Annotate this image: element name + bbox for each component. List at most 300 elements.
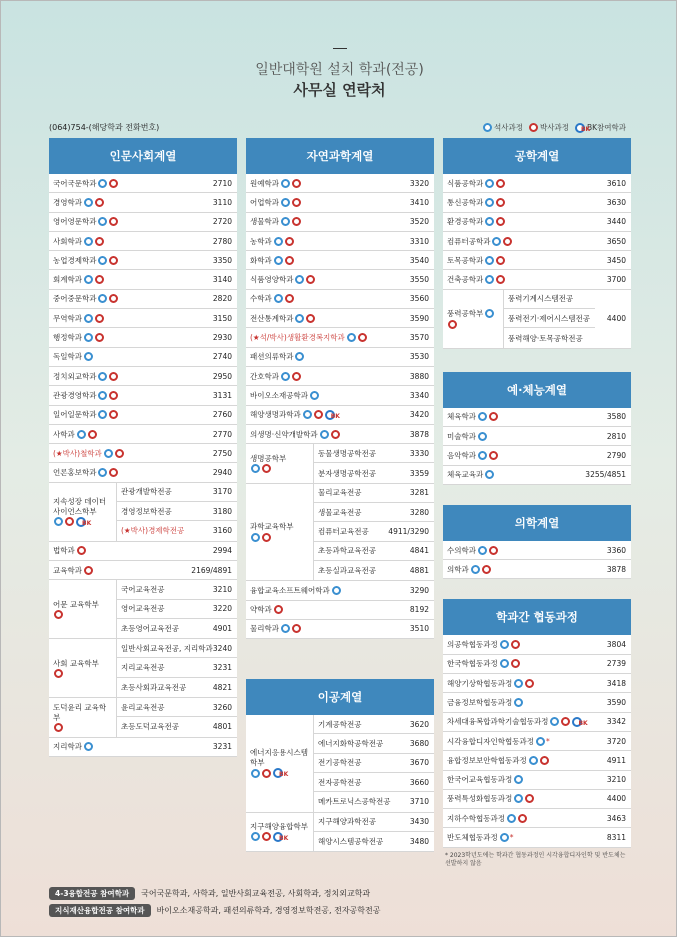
dept-phone: 3878 bbox=[606, 564, 626, 574]
dept-name: 금융정보학협동과정 bbox=[447, 697, 513, 707]
bk-icon bbox=[575, 123, 585, 133]
major-phone: 4801 bbox=[212, 722, 232, 732]
list-item bbox=[314, 561, 434, 580]
dept-phone: 3418 bbox=[606, 678, 626, 688]
section-header: 의학계열 bbox=[443, 505, 631, 541]
bk-icon bbox=[76, 517, 86, 527]
dept-name: 체육교육과 bbox=[447, 470, 484, 480]
group-label-text: 도덕윤리 교육학부 bbox=[53, 702, 107, 722]
list-item bbox=[49, 232, 237, 251]
dept-phone: 2994 bbox=[212, 546, 232, 556]
dept-name: 간호학과 bbox=[250, 371, 279, 381]
doctor-icon bbox=[511, 659, 520, 668]
group-label-text: 사회 교육학부 bbox=[53, 658, 99, 668]
doctor-icon bbox=[274, 605, 283, 614]
legend-master: 석사과정 bbox=[493, 123, 523, 132]
dept-phone: 2790 bbox=[606, 450, 626, 460]
doctor-icon bbox=[109, 410, 118, 419]
list-item bbox=[246, 309, 434, 328]
dept-phone: 3150 bbox=[212, 313, 232, 323]
major-name: 생물교육전공 bbox=[318, 507, 362, 517]
group-label bbox=[246, 484, 314, 580]
list-item bbox=[246, 367, 434, 386]
tag-43-list: 국어국문학과, 사학과, 일반사회교육전공, 사회학과, 정치외교학과 bbox=[141, 889, 371, 898]
master-icon bbox=[84, 333, 93, 342]
master-icon bbox=[251, 769, 260, 778]
group-label bbox=[49, 639, 117, 697]
master-icon bbox=[485, 309, 494, 318]
list-item bbox=[504, 309, 595, 328]
group bbox=[246, 484, 434, 581]
major-phone: 3330 bbox=[409, 448, 429, 458]
master-icon bbox=[514, 775, 523, 784]
major-phone: 3260 bbox=[212, 702, 232, 712]
dept-name: 물리학과 bbox=[250, 624, 279, 634]
major-phone: 3280 bbox=[409, 507, 429, 517]
list-item bbox=[117, 600, 237, 619]
doctor-icon bbox=[54, 723, 63, 732]
major-name: 초등과학교육전공 bbox=[318, 546, 376, 556]
major-name: 풍력전기·제어시스템전공 bbox=[507, 313, 590, 323]
master-icon bbox=[485, 470, 494, 479]
dept-name: 약학과 bbox=[250, 605, 272, 615]
dept-phone: 3570 bbox=[409, 333, 429, 343]
list-item bbox=[49, 174, 237, 193]
dept-phone: 3255/4851 bbox=[585, 470, 626, 480]
master-icon bbox=[485, 179, 494, 188]
list-item bbox=[246, 620, 434, 639]
dept-phone: 3420 bbox=[409, 410, 429, 420]
doctor-icon bbox=[496, 179, 505, 188]
major-name: 컴퓨터교육전공 bbox=[318, 526, 369, 536]
footnote: * 2023학년도에는 학과간 협동과정인 시각융합디자인학 및 반도체는 선발하지 않음 bbox=[445, 851, 626, 868]
major-name: 초등실과교육전공 bbox=[318, 566, 376, 576]
dept-phone: 2710 bbox=[212, 178, 232, 188]
dept-name: 한국어교육협동과정 bbox=[447, 775, 513, 785]
doctor-icon bbox=[115, 449, 124, 458]
list-item bbox=[314, 503, 434, 522]
group bbox=[49, 698, 237, 738]
doctor-icon bbox=[65, 517, 74, 526]
major-phone: 3281 bbox=[409, 488, 429, 498]
dept-name: 교육학과 bbox=[53, 565, 82, 575]
list-item bbox=[314, 773, 434, 792]
list-item bbox=[117, 698, 237, 717]
dept-name: 시각융합디자인학협동과정 bbox=[447, 736, 534, 746]
list-item bbox=[246, 251, 434, 270]
master-icon bbox=[77, 430, 86, 439]
dept-phone: 3510 bbox=[409, 624, 429, 634]
dept-name: 농업경제학과 bbox=[53, 255, 97, 265]
list-item bbox=[246, 406, 434, 425]
doctor-icon bbox=[95, 198, 104, 207]
tag-43-convergence: 4-3융합전공 참여학과 bbox=[49, 887, 135, 900]
legend bbox=[482, 122, 626, 133]
dept-name: 관광경영학과 bbox=[53, 390, 97, 400]
dept-name: 반도체협동과정 bbox=[447, 833, 498, 843]
master-icon bbox=[485, 198, 494, 207]
group-label bbox=[49, 483, 117, 541]
master-icon bbox=[500, 640, 509, 649]
dept-name: 환경공학과 bbox=[447, 217, 484, 227]
dept-name: 독일학과 bbox=[53, 352, 82, 362]
major-name: 일반사회교육전공, 지리학과 bbox=[121, 643, 213, 653]
doctor-icon bbox=[496, 198, 505, 207]
list-item bbox=[314, 754, 434, 773]
dept-phone: 3310 bbox=[409, 236, 429, 246]
group-label-text: 에너지응용시스템학부 bbox=[250, 748, 308, 768]
master-icon bbox=[483, 123, 492, 132]
title-divider bbox=[333, 48, 347, 49]
bottom-line-1 bbox=[49, 887, 370, 900]
major-phone: 3670 bbox=[409, 758, 429, 768]
tag-ip-list: 바이오소재공학과, 패션의류학과, 경영정보학전공, 전자공학전공 bbox=[156, 906, 381, 915]
doctor-icon bbox=[285, 294, 294, 303]
major-phone: 3160 bbox=[212, 526, 232, 536]
list-item bbox=[443, 674, 631, 693]
humanities-column bbox=[49, 138, 237, 757]
doctor-icon bbox=[109, 217, 118, 226]
dept-phone: 3231 bbox=[212, 742, 232, 752]
list-item bbox=[246, 425, 434, 444]
list-item bbox=[49, 444, 237, 463]
dept-phone: 3290 bbox=[409, 585, 429, 595]
major-phone: 3430 bbox=[409, 817, 429, 827]
master-icon bbox=[281, 198, 290, 207]
doctor-icon bbox=[525, 679, 534, 688]
master-icon bbox=[281, 217, 290, 226]
dept-name: 풍력특성화협동과정 bbox=[447, 794, 513, 804]
doctor-icon bbox=[292, 179, 301, 188]
list-item bbox=[443, 446, 631, 465]
master-icon bbox=[303, 410, 312, 419]
dept-phone: 2750 bbox=[212, 448, 232, 458]
master-icon bbox=[281, 179, 290, 188]
master-icon bbox=[295, 314, 304, 323]
major-name: 분자생명공학전공 bbox=[318, 468, 376, 478]
master-icon bbox=[550, 717, 559, 726]
list-item bbox=[117, 658, 237, 677]
list-item bbox=[246, 601, 434, 620]
major-name: 풍력해양·토목공학전공 bbox=[507, 333, 583, 343]
group bbox=[246, 813, 434, 853]
list-item bbox=[504, 290, 595, 309]
master-icon bbox=[84, 275, 93, 284]
group-label bbox=[246, 444, 314, 483]
doctor-icon bbox=[496, 256, 505, 265]
dept-phone: 3700 bbox=[606, 275, 626, 285]
list-item bbox=[246, 270, 434, 289]
master-icon bbox=[251, 533, 260, 542]
list-item bbox=[117, 483, 237, 502]
dept-name: 지리학과 bbox=[53, 742, 82, 752]
major-name: 초등사회과교육전공 bbox=[121, 682, 187, 692]
master-icon bbox=[507, 814, 516, 823]
master-icon bbox=[274, 237, 283, 246]
dept-phone: 2770 bbox=[212, 429, 232, 439]
list-item bbox=[117, 717, 237, 736]
major-name: (★박사)경제학전공 bbox=[121, 526, 185, 536]
master-icon bbox=[84, 742, 93, 751]
dept-name: 식품공학과 bbox=[447, 178, 484, 188]
doctor-icon bbox=[285, 256, 294, 265]
list-item bbox=[49, 425, 237, 444]
dept-phone: 3590 bbox=[409, 313, 429, 323]
list-item bbox=[117, 639, 237, 658]
list-item bbox=[314, 542, 434, 561]
list-item bbox=[49, 738, 237, 757]
dept-name: 해양생명과학과 bbox=[250, 410, 301, 420]
dept-phone: 3131 bbox=[212, 390, 232, 400]
dept-phone: 3410 bbox=[409, 197, 429, 207]
section-header: 이공계열 bbox=[246, 679, 434, 715]
dept-phone: 3140 bbox=[212, 275, 232, 285]
list-item bbox=[443, 732, 631, 751]
dept-name: 영어영문학과 bbox=[53, 217, 97, 227]
doctor-icon bbox=[262, 533, 271, 542]
dept-name: 정치외교학과 bbox=[53, 371, 97, 381]
doctor-icon bbox=[540, 756, 549, 765]
dept-name: 체육학과 bbox=[447, 412, 476, 422]
doctor-icon bbox=[95, 275, 104, 284]
dept-name: 일어일문학과 bbox=[53, 410, 97, 420]
dept-phone: 3450 bbox=[606, 255, 626, 265]
list-item bbox=[443, 427, 631, 446]
dept-name: 수의학과 bbox=[447, 545, 476, 555]
master-icon bbox=[310, 391, 319, 400]
master-icon bbox=[98, 256, 107, 265]
dept-name: 컴퓨터공학과 bbox=[447, 236, 491, 246]
list-item bbox=[246, 348, 434, 367]
major-phone: 3620 bbox=[409, 719, 429, 729]
list-item bbox=[443, 251, 631, 270]
master-icon bbox=[514, 698, 523, 707]
dept-name: (★박사)철학과 bbox=[53, 448, 102, 458]
master-icon bbox=[98, 410, 107, 419]
major-name: 경영정보학전공 bbox=[121, 506, 172, 516]
master-icon bbox=[478, 451, 487, 460]
dept-name: 법학과 bbox=[53, 546, 75, 556]
group-label-text: 풍력공학부 bbox=[447, 308, 484, 318]
dept-phone: 3880 bbox=[409, 371, 429, 381]
list-item bbox=[504, 328, 595, 347]
major-phone: 4821 bbox=[212, 682, 232, 692]
major-phone: 4881 bbox=[409, 566, 429, 576]
master-icon bbox=[281, 372, 290, 381]
bk-icon bbox=[572, 717, 582, 727]
major-name: 전자공학전공 bbox=[318, 777, 362, 787]
master-icon bbox=[274, 294, 283, 303]
list-item bbox=[314, 792, 434, 811]
list-item bbox=[246, 213, 434, 232]
list-item bbox=[443, 828, 631, 847]
doctor-icon bbox=[518, 814, 527, 823]
dept-phone: 2760 bbox=[212, 410, 232, 420]
note-star: * bbox=[509, 833, 514, 843]
dept-phone: 3650 bbox=[606, 236, 626, 246]
list-item bbox=[443, 270, 631, 289]
list-item bbox=[49, 251, 237, 270]
master-icon bbox=[98, 294, 107, 303]
dept-phone: 3610 bbox=[606, 178, 626, 188]
group bbox=[246, 715, 434, 812]
list-item bbox=[314, 813, 434, 832]
major-phone: 3680 bbox=[409, 739, 429, 749]
dept-phone: 3630 bbox=[606, 197, 626, 207]
list-item bbox=[314, 484, 434, 503]
dept-phone: 3340 bbox=[409, 390, 429, 400]
section-header: 공학계열 bbox=[443, 138, 631, 174]
dept-phone: 4400 bbox=[606, 794, 626, 804]
list-item bbox=[49, 406, 237, 425]
list-item bbox=[443, 560, 631, 579]
dept-phone: 2810 bbox=[606, 431, 626, 441]
master-icon bbox=[295, 275, 304, 284]
doctor-icon bbox=[482, 565, 491, 574]
major-phone: 4841 bbox=[409, 546, 429, 556]
note-star: * bbox=[545, 736, 550, 746]
group bbox=[49, 580, 237, 639]
master-icon bbox=[478, 432, 487, 441]
master-icon bbox=[529, 756, 538, 765]
dept-name: 의공학협동과정 bbox=[447, 640, 498, 650]
master-icon bbox=[84, 352, 93, 361]
doctor-icon bbox=[529, 123, 538, 132]
major-name: 관광개발학전공 bbox=[121, 487, 172, 497]
doctor-icon bbox=[448, 320, 457, 329]
doctor-icon bbox=[292, 372, 301, 381]
list-item bbox=[443, 655, 631, 674]
group-label-text: 지속성장 데이터사이언스학부 bbox=[53, 496, 107, 516]
list-item bbox=[49, 386, 237, 405]
dept-name: 통신공학과 bbox=[447, 197, 484, 207]
master-icon bbox=[98, 372, 107, 381]
dept-name: 생물학과 bbox=[250, 217, 279, 227]
list-item bbox=[443, 751, 631, 770]
list-item bbox=[443, 635, 631, 654]
doctor-icon bbox=[262, 464, 271, 473]
master-icon bbox=[332, 586, 341, 595]
doctor-icon bbox=[54, 669, 63, 678]
dept-name: 전산통계학과 bbox=[250, 313, 294, 323]
group bbox=[49, 483, 237, 542]
dept-name: 토목공학과 bbox=[447, 255, 484, 265]
doctor-icon bbox=[262, 769, 271, 778]
bottom-line-2 bbox=[49, 904, 380, 917]
legend-doctor: 박사과정 bbox=[539, 123, 569, 132]
master-icon bbox=[104, 449, 113, 458]
master-icon bbox=[84, 198, 93, 207]
list-item bbox=[443, 790, 631, 809]
list-item bbox=[443, 213, 631, 232]
dept-phone: 3550 bbox=[409, 275, 429, 285]
dept-phone: 3580 bbox=[606, 412, 626, 422]
doctor-icon bbox=[489, 451, 498, 460]
list-item bbox=[443, 693, 631, 712]
master-icon bbox=[84, 314, 93, 323]
section-header: 자연과학계열 bbox=[246, 138, 434, 174]
master-icon bbox=[98, 217, 107, 226]
master-icon bbox=[251, 832, 260, 841]
phone-hint: (064)754-(해당학과 전화번호) bbox=[49, 123, 160, 132]
master-icon bbox=[500, 659, 509, 668]
group-label bbox=[246, 813, 314, 852]
major-phone: 3231 bbox=[212, 663, 232, 673]
list-item bbox=[443, 466, 631, 485]
doctor-icon bbox=[292, 624, 301, 633]
list-item bbox=[246, 193, 434, 212]
dept-name: 건축공학과 bbox=[447, 275, 484, 285]
list-item bbox=[49, 309, 237, 328]
dept-name: (★석/박사)생활환경복지학과 bbox=[250, 333, 345, 343]
dept-name: 융합교육소프트웨어학과 bbox=[250, 585, 330, 595]
list-item bbox=[49, 367, 237, 386]
major-name: 영어교육전공 bbox=[121, 604, 165, 614]
master-icon bbox=[84, 237, 93, 246]
list-item bbox=[314, 522, 434, 541]
master-icon bbox=[500, 833, 509, 842]
dept-name: 바이오소재공학과 bbox=[250, 390, 308, 400]
doctor-icon bbox=[95, 333, 104, 342]
section-header: 예·체능계열 bbox=[443, 372, 631, 408]
major-phone: 3710 bbox=[409, 797, 429, 807]
doctor-icon bbox=[511, 640, 520, 649]
major-name: 국어교육전공 bbox=[121, 584, 165, 594]
master-icon bbox=[281, 624, 290, 633]
dept-name: 중어중문학과 bbox=[53, 294, 97, 304]
dept-phone: 2720 bbox=[212, 217, 232, 227]
list-item bbox=[49, 193, 237, 212]
dept-name: 미술학과 bbox=[447, 431, 476, 441]
dept-phone: 3520 bbox=[409, 217, 429, 227]
doctor-icon bbox=[109, 468, 118, 477]
dept-phone: 4911 bbox=[606, 755, 626, 765]
page-subtitle: 사무실 연락처 bbox=[293, 81, 386, 99]
major-name: 메카트로닉스공학전공 bbox=[318, 797, 391, 807]
list-item bbox=[49, 328, 237, 347]
dept-phone: 2780 bbox=[212, 236, 232, 246]
list-item bbox=[314, 734, 434, 753]
major-name: 기계공학전공 bbox=[318, 719, 362, 729]
group bbox=[49, 639, 237, 698]
list-item bbox=[49, 348, 237, 367]
dept-phone: 8311 bbox=[606, 833, 626, 843]
major-name: 해양시스템공학전공 bbox=[318, 837, 384, 847]
dept-name: 사회학과 bbox=[53, 236, 82, 246]
group-label bbox=[49, 580, 117, 638]
dept-phone: 3878 bbox=[409, 429, 429, 439]
major-name: 풍력기계시스템전공 bbox=[507, 294, 574, 304]
doctor-icon bbox=[306, 275, 315, 284]
dept-name: 수학과 bbox=[250, 294, 272, 304]
group bbox=[443, 290, 631, 349]
list-item bbox=[443, 771, 631, 790]
dept-name: 어업학과 bbox=[250, 197, 279, 207]
dept-phone: 3804 bbox=[606, 640, 626, 650]
group-label-text: 어문 교육학부 bbox=[53, 599, 99, 609]
dept-phone: 3110 bbox=[212, 197, 232, 207]
list-item bbox=[443, 193, 631, 212]
section-header: 학과간 협동과정 bbox=[443, 599, 631, 635]
doctor-icon bbox=[314, 410, 323, 419]
doctor-icon bbox=[109, 391, 118, 400]
dept-phone: 3342 bbox=[606, 717, 626, 727]
doctor-icon bbox=[95, 237, 104, 246]
doctor-icon bbox=[292, 198, 301, 207]
dept-name: 식품영양학과 bbox=[250, 275, 294, 285]
master-icon bbox=[485, 217, 494, 226]
dept-phone: 3320 bbox=[409, 178, 429, 188]
